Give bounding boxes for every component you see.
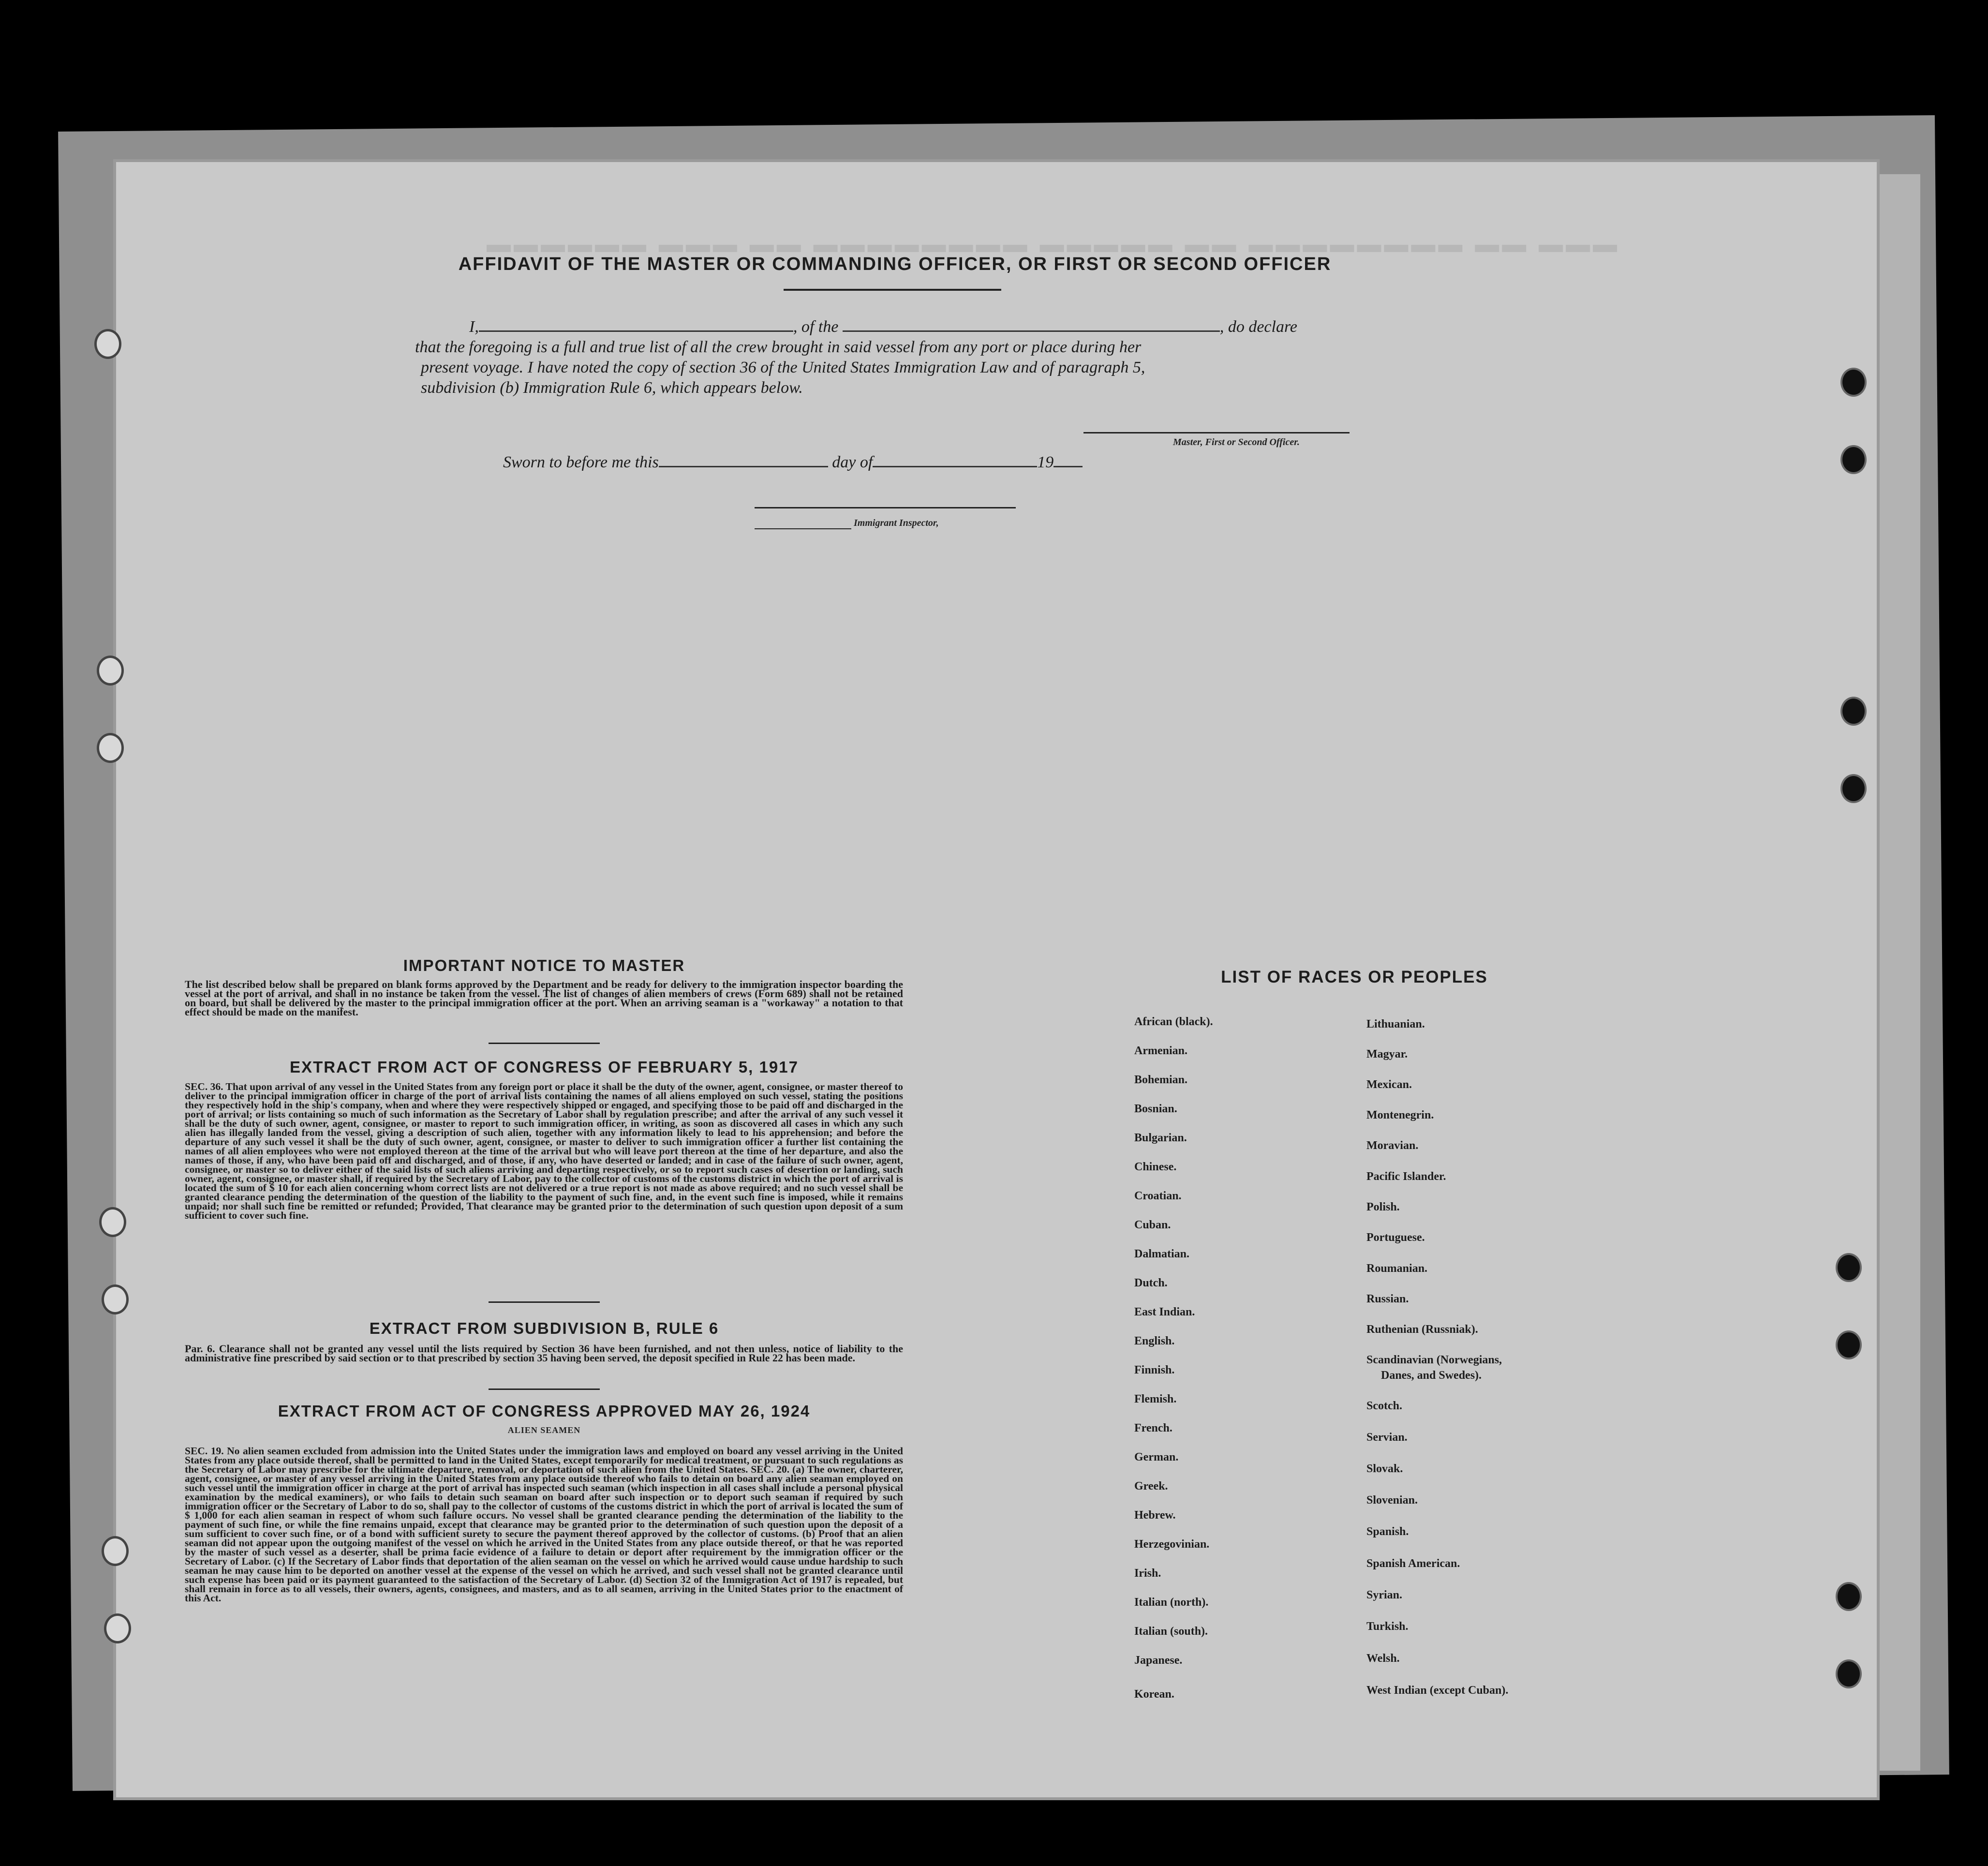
extract-1917-title: EXTRACT FROM ACT OF CONGRESS OF FEBRUARY 5, 1917	[290, 1058, 799, 1076]
race-item: Croatian.	[1134, 1190, 1182, 1202]
binder-hole	[1840, 368, 1867, 397]
race-item: Bosnian.	[1134, 1103, 1177, 1115]
race-item: Montenegrin.	[1366, 1109, 1434, 1121]
notice-body: The list described below shall be prepared on blank forms approved by the Department and be ready for delivery to the immigration inspector boarding the vessel at the port of arrival, and shall in no instance be taken from the vessel. The list of changes of alien members of crews (Form 689) shall not be retained on board, but shall be delivered by the master to the principal immigration officer at the port. When an arriving seaman is a "workaway" a notation to that effect should be made on the manifest.	[185, 978, 903, 1018]
declaration-line-3: present voyage. I have noted the copy of section 36 of the United States Immigration Law and of paragraph 5,	[421, 358, 1145, 376]
extract-1917-body: SEC. 36. That upon arrival of any vessel in the United States from any foreign port or place it shall be the duty of the owner, agent, consignee, or master thereof to deliver to the principal immigration officer in charge of the port of arrival lists containing the names of all aliens employed on such vessel, stating the positions they respectively hold in the ship's company, when and where they were respectively shipped or engaged, and specifying those to be paid off and discharged in the port of arrival; or lists containing so much of such information as the Secretary of Labor shall by regulation prescribe; and after the arrival of any such vessel it shall be the duty of such owner, agent, consignee, or master to report to such immigration officer, in writing, as soon as discovered all cases in which any such alien has illegally landed from the vessel, giving a description of such alien, together with any information likely to lead to his apprehension; and before the departure of any such vessel it shall be the duty of such owner, agent, consignee, or master to deliver to such immigration officer a further list containing the names of all alien employees who were not employed thereon at the time of the arrival but who will leave port thereon at the time of her departure, and also the names of those, if any, who have been paid off and discharged, and of those, if any, who have deserted or landed; and in case of the failure of such owner, agent, consignee, or master so to deliver either of the said lists of such aliens arriving and departing respectively, or so to report such cases of desertion or landing, such owner, agent, consignee, or master shall, if required by the Secretary of Labor, pay to the collector of customs of the customs district in which the port of arrival is located the sum of $ 10 for each alien concerning whom correct lists are not delivered or a true report is not made as above required; and no such vessel shall be granted clearance pending the determination of the question of the liability to the payment of such fine, and, in the event such fine is imposed, while it remains unpaid; nor shall such fine be remitted or refunded; Provided, That clearance may be granted prior to the determination of such question upon deposit of a sum sufficient to cover such fine.	[185, 1081, 903, 1221]
races-title: LIST OF RACES OR PEOPLES	[1221, 968, 1488, 986]
race-item: Portuguese.	[1366, 1231, 1425, 1244]
binder-hole	[1836, 1659, 1862, 1688]
notice-title: IMPORTANT NOTICE TO MASTER	[403, 956, 685, 974]
name-blank	[479, 320, 793, 332]
race-item: Slovak.	[1366, 1463, 1403, 1475]
race-item: Spanish American.	[1366, 1557, 1460, 1570]
race-item: Greek.	[1134, 1480, 1168, 1493]
declaration-line-2: that the foregoing is a full and true list of all the crew brought in said vessel from any port or place during her	[415, 338, 1142, 356]
extract-1924-body: SEC. 19. No alien seamen excluded from admission into the United States under the immigration laws and employed on board any vessel arriving in the United States from any place outside thereof, shall be permitted to land in the United States, except temporarily for medical treatment, or pursuant to such regulations as the Secretary of Labor may prescribe for the ultimate departure, removal, or deportation of such alien from the United States. SEC. 20. (a) The owner, charterer, agent, consignee, or master of any vessel arriving in the United States from any place outside thereof who fails to detain on board any alien seaman employed on such vessel until the immigration officer in charge at the port of arrival has inspected such seaman (which inspection in all cases shall include a personal physical examination by the medical examiners), or who fails to detain such seaman on board after such inspection or to deport such seaman if required by such immigration officer or the Secretary of Labor to do so, shall pay to the collector of customs of the customs district in which the port of arrival is located the sum of $ 1,000 for each alien seaman in respect of whom such failure occurs. No vessel shall be granted clearance pending the determination of the liability to the payment of such fine, or while the fine remains unpaid, except that clearance may be granted prior to the determination of such question upon the deposit of a sum sufficient to cover such fine, or of a bond with sufficient surety to secure the payment thereof approved by the collector of customs. (b) Proof that an alien seaman did not appear upon the outgoing manifest of the vessel on which he arrived in the United States from any place outside thereof, or that he was reported by the master of such vessel as a deserter, shall be prima facie evidence of a failure to detain or deport after requirement by the immigration officer or the Secretary of Labor. (c) If the Secretary of Labor finds that deportation of the alien seaman on the vessel on which he arrived would cause undue hardship to such seaman he may cause him to be deported on another vessel at the expense of the vessel on which he arrived, and such vessel shall not be granted clearance until such expense has been paid or its payment guaranteed to the satisfaction of the Secretary of Labor. (d) Section 32 of the Immigration Act of 1917 is repealed, but shall remain in force as to all vessels, their owners, agents, consignees, and masters, and as to all seamen, arriving in the United States prior to the enactment of this Act.	[185, 1445, 903, 1604]
race-item: Danes, and Swedes).	[1381, 1369, 1482, 1382]
race-item: Russian.	[1366, 1293, 1409, 1305]
race-item: Korean.	[1134, 1688, 1174, 1701]
section-rule	[489, 1043, 600, 1044]
binder-hole	[99, 1207, 126, 1237]
race-item: Mexican.	[1366, 1078, 1412, 1091]
race-item: German.	[1134, 1451, 1179, 1463]
race-item: Cuban.	[1134, 1219, 1171, 1231]
race-item: Bohemian.	[1134, 1074, 1188, 1086]
binder-hole	[1836, 1582, 1862, 1611]
race-item: Dutch.	[1134, 1277, 1168, 1289]
race-item: Finnish.	[1134, 1364, 1175, 1376]
binder-hole	[102, 1284, 129, 1314]
race-item: Italian (north).	[1134, 1596, 1209, 1609]
binder-hole	[104, 1613, 131, 1643]
vessel-blank	[843, 320, 1220, 332]
binder-hole	[1836, 1330, 1862, 1359]
officer-signature-line	[1083, 432, 1350, 433]
sworn-month-blank	[873, 455, 1037, 467]
sworn-line	[503, 452, 1180, 473]
sworn-prefix: Sworn to before me this	[503, 453, 659, 471]
race-item: Dalmatian.	[1134, 1248, 1189, 1260]
section-rule	[489, 1388, 600, 1390]
inspector-signature-line	[755, 507, 1016, 508]
race-item: Slovenian.	[1366, 1494, 1418, 1507]
binder-hole	[1840, 445, 1867, 474]
declaration-i: I,	[469, 318, 479, 336]
inspector-caption: Immigrant Inspector,	[854, 518, 939, 528]
binder-hole	[94, 329, 121, 359]
race-item: Moravian.	[1366, 1139, 1419, 1152]
race-item: Bulgarian.	[1134, 1132, 1187, 1144]
race-item: Chinese.	[1134, 1161, 1177, 1173]
binder-hole	[1840, 774, 1867, 803]
race-item: Italian (south).	[1134, 1625, 1208, 1638]
race-item: Scandinavian (Norwegians,	[1366, 1354, 1502, 1366]
extract-rule6-body: Par. 6. Clearance shall not be granted any vessel until the lists required by Section 36 have been furnished, and not then unless, notice of liability to the administrative fine prescribed by said section or to that prescribed by section 35 having been served, the deposit specified in Rule 22 has been made.	[185, 1343, 903, 1364]
race-item: African (black).	[1134, 1015, 1213, 1028]
race-item: Herzegovinian.	[1134, 1538, 1210, 1551]
officer-caption: Master, First or Second Officer.	[1173, 437, 1300, 448]
race-item: Ruthenian (Russniak).	[1366, 1323, 1478, 1336]
race-item: Polish.	[1366, 1201, 1400, 1213]
race-item: Spanish.	[1366, 1525, 1409, 1538]
race-item: Flemish.	[1134, 1393, 1177, 1405]
declaration-of-the: , of the	[793, 318, 839, 336]
section-rule	[489, 1301, 600, 1303]
extract-1924-subtitle: ALIEN SEAMEN	[507, 1425, 581, 1435]
extract-rule6-title: EXTRACT FROM SUBDIVISION B, RULE 6	[369, 1319, 719, 1337]
binder-hole	[97, 733, 124, 763]
sworn-year-blank	[1053, 455, 1083, 467]
sworn-year: 19	[1037, 453, 1054, 471]
binder-hole	[97, 656, 124, 686]
race-item: Pacific Islander.	[1366, 1170, 1446, 1183]
race-item: Turkish.	[1366, 1620, 1409, 1633]
declaration-line-4: subdivision (b) Immigration Rule 6, which appears below.	[421, 379, 803, 397]
affidavit-title: AFFIDAVIT OF THE MASTER OR COMMANDING OFFICER, OR FIRST OR SECOND OFFICER	[458, 254, 1332, 274]
race-item: Welsh.	[1366, 1652, 1400, 1665]
binder-hole	[1840, 697, 1867, 726]
race-item: Roumanian.	[1366, 1262, 1428, 1275]
extract-1924-title: EXTRACT FROM ACT OF CONGRESS APPROVED MAY 26, 1924	[278, 1402, 811, 1420]
race-item: English.	[1134, 1335, 1175, 1347]
binder-hole	[1836, 1253, 1862, 1282]
inspector-caption-line	[755, 528, 851, 529]
title-rule	[784, 289, 1001, 291]
race-item: Lithuanian.	[1366, 1018, 1425, 1030]
race-item: Scotch.	[1366, 1400, 1402, 1412]
race-item: Irish.	[1134, 1567, 1161, 1580]
sworn-day-blank	[659, 455, 828, 467]
race-item: Hebrew.	[1134, 1509, 1176, 1522]
declaration-line-1	[469, 317, 1354, 337]
race-item: East Indian.	[1134, 1306, 1195, 1318]
bleed-through-heading: ▬▬▬ ▬▬ ▬▬▬▬▬▬▬▬ ▬▬ ▬▬▬▬▬ ▬▬▬▬▬▬▬▬ ▬▬ ▬▬▬ ▬▬▬▬▬▬	[484, 230, 1617, 257]
race-item: Magyar.	[1366, 1048, 1408, 1060]
race-item: West Indian (except Cuban).	[1366, 1684, 1509, 1697]
binder-hole	[102, 1536, 129, 1566]
race-item: French.	[1134, 1422, 1172, 1434]
sworn-day-of: day of	[832, 453, 873, 471]
race-item: Servian.	[1366, 1431, 1408, 1444]
race-item: Japanese.	[1134, 1654, 1183, 1667]
race-item: Syrian.	[1366, 1589, 1403, 1601]
race-item: Armenian.	[1134, 1045, 1187, 1057]
declaration-do-declare: , do declare	[1219, 318, 1298, 336]
page-edge-strip	[1877, 174, 1920, 1771]
